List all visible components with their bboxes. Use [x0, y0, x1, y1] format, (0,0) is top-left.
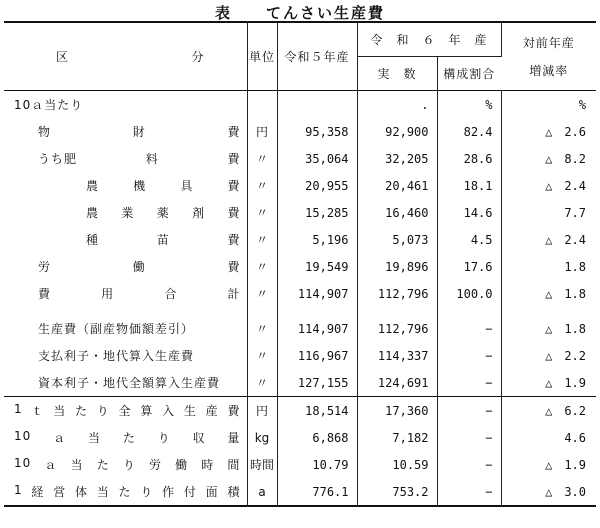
row-label	[14, 402, 241, 419]
row-label-cell	[4, 172, 247, 199]
row-label-char: り	[157, 431, 171, 445]
row-label-char: 営	[53, 485, 67, 499]
row-label-char: 農	[86, 179, 100, 193]
row-label-char: 剤	[192, 206, 206, 220]
row-label-char: 肥	[64, 152, 78, 166]
r6-cell: 114,337	[357, 342, 437, 369]
row-label	[86, 231, 241, 248]
row-label-cell	[4, 424, 247, 451]
share-cell: 4.5	[437, 226, 501, 253]
r5-cell: 10.79	[277, 451, 357, 478]
row-label-char: た	[122, 431, 136, 445]
yoy-cell: 4.6	[564, 430, 587, 445]
row-label-char: 当	[53, 404, 67, 418]
yoy-cell: △ 2.4	[545, 233, 587, 247]
yoy-cell: △ 2.2	[545, 349, 587, 363]
share-cell: 18.1	[437, 172, 501, 199]
header-unit: 単位	[247, 22, 277, 91]
row-label-char: 体	[74, 485, 88, 499]
unit-cell: 円	[247, 397, 277, 425]
unit-cell: 〃	[247, 315, 277, 342]
row-label-cell	[4, 199, 247, 226]
row-label-cell	[4, 145, 247, 172]
table-row	[4, 172, 596, 199]
r5-cell: 15,285	[277, 199, 357, 226]
header-category-1: 区	[56, 50, 70, 64]
row-label-char: 付	[183, 485, 197, 499]
row-label-char: 苗	[156, 233, 170, 247]
r6-cell: 10.59	[357, 451, 437, 478]
row-label-char: 費	[227, 152, 241, 166]
row-label-char: 合	[164, 287, 178, 301]
row-label	[14, 429, 241, 446]
header-category	[4, 22, 247, 91]
row-label-char: 間	[227, 458, 241, 472]
table-row	[4, 280, 596, 307]
table-header	[4, 22, 596, 91]
table-row	[4, 451, 596, 478]
row-label-char: 薬	[156, 206, 170, 220]
row-label-char: り	[140, 485, 154, 499]
row-label-char: 物	[38, 125, 52, 139]
r6-cell: 5,073	[357, 226, 437, 253]
table-row	[4, 424, 596, 451]
section-unit-rate: %	[578, 97, 587, 112]
share-cell: 17.6	[437, 253, 501, 280]
row-label-char: 機	[133, 179, 147, 193]
row-label-char: 費	[227, 260, 241, 274]
r5-cell: 19,549	[277, 253, 357, 280]
r6-cell: 20,461	[357, 172, 437, 199]
table-row	[4, 369, 596, 397]
share-cell: 14.6	[437, 199, 501, 226]
yoy-cell: △ 1.9	[545, 458, 587, 472]
row-label-char: 1	[14, 483, 23, 497]
r5-cell: 95,358	[277, 118, 357, 145]
r6-cell: 124,691	[357, 369, 437, 397]
row-label	[38, 285, 241, 302]
r6-cell: 112,796	[357, 280, 437, 307]
yoy-cell: 7.7	[564, 205, 587, 220]
r6-cell: 92,900	[357, 118, 437, 145]
yoy-cell: △ 3.0	[501, 478, 596, 506]
row-label	[86, 177, 241, 194]
yoy-cell: 1.8	[564, 259, 587, 274]
yoy-cell: △ 2.6	[545, 125, 587, 139]
table-title: 表 てんさい生産費	[214, 4, 385, 22]
row-label-char: 費	[227, 125, 241, 139]
row-label-char: 業	[121, 206, 135, 220]
r5-cell: 114,907	[277, 315, 357, 342]
row-label	[38, 258, 241, 275]
r5-cell: 776.1	[277, 478, 357, 506]
table-row	[4, 118, 596, 145]
row-label-char: 当	[87, 431, 101, 445]
r5-cell: 20,955	[277, 172, 357, 199]
row-label-char: ａ	[53, 431, 67, 445]
row-label-char: 経	[31, 485, 45, 499]
row-label-char: 費	[227, 404, 241, 418]
spacer-row	[4, 307, 596, 315]
table-row	[4, 342, 596, 369]
yoy-cell: △ 6.2	[501, 397, 596, 425]
row-label-cell	[4, 397, 247, 425]
header-r6-group: 令 和 ６ 年 産	[357, 22, 501, 57]
r5-cell: 114,907	[277, 280, 357, 307]
r5-cell: 35,064	[277, 145, 357, 172]
unit-cell: 〃	[247, 342, 277, 369]
section-unit-share: %	[437, 91, 501, 119]
r5-cell: 5,196	[277, 226, 357, 253]
r6-cell: 17,360	[357, 397, 437, 425]
unit-cell: 〃	[247, 226, 277, 253]
yoy-cell: △ 1.9	[545, 376, 587, 390]
row-label-char: 労	[148, 458, 162, 472]
row-label-char: 積	[227, 485, 241, 499]
share-cell: 28.6	[437, 145, 501, 172]
header-yoy	[501, 22, 596, 91]
row-label-char: 生	[183, 404, 197, 418]
header-r6-share: 構成割合	[443, 67, 496, 81]
row-label-char: 1	[14, 402, 23, 416]
share-cell: −	[437, 478, 501, 506]
row-label-cell	[4, 118, 247, 145]
row-label-char: り	[122, 458, 136, 472]
r5-cell: 18,514	[277, 397, 357, 425]
row-label-char: 当	[70, 458, 84, 472]
row-label-char: 費	[227, 179, 241, 193]
unit-cell: 〃	[247, 280, 277, 307]
row-label-char: う	[38, 152, 52, 166]
unit-cell: kg	[247, 424, 277, 451]
section-label: 10ａ当たり	[4, 91, 247, 119]
section-row	[4, 91, 596, 119]
row-label-char: 入	[162, 404, 176, 418]
row-label-char: り	[96, 404, 110, 418]
row-label-char: ｔ	[31, 404, 45, 418]
row-label-char: 算	[140, 404, 154, 418]
row-label	[38, 150, 241, 167]
row-label-char: 面	[205, 485, 219, 499]
row-label-char: 種	[86, 233, 100, 247]
header-yoy-line1: 対前年産	[522, 35, 575, 50]
row-label	[14, 456, 241, 473]
row-label-cell	[4, 253, 247, 280]
row-label-char: 全	[118, 404, 132, 418]
table-row	[4, 226, 596, 253]
row-label-char: た	[118, 485, 132, 499]
unit-cell: 〃	[247, 172, 277, 199]
table-row	[4, 253, 596, 280]
section-dot: .	[357, 91, 437, 119]
share-cell: 100.0	[437, 280, 501, 307]
unit-cell: 時間	[247, 451, 277, 478]
r6-cell: 16,460	[357, 199, 437, 226]
row-label-char: 費	[227, 206, 241, 220]
row-label-char: 農	[86, 206, 100, 220]
row-label-char: た	[74, 404, 88, 418]
table-row	[4, 478, 596, 506]
unit-cell: 〃	[247, 253, 277, 280]
share-cell: −	[437, 424, 501, 451]
yoy-cell: △ 8.2	[545, 152, 587, 166]
row-label-cell	[4, 451, 247, 478]
table-row	[4, 145, 596, 172]
row-label-char: 量	[227, 431, 241, 445]
r5-cell: 127,155	[277, 369, 357, 397]
unit-cell: 〃	[247, 145, 277, 172]
row-label-char: 具	[180, 179, 194, 193]
share-cell: −	[437, 451, 501, 478]
table-row	[4, 397, 596, 425]
row-label-char: 10	[14, 456, 32, 470]
row-label	[38, 123, 241, 140]
r6-cell: 32,205	[357, 145, 437, 172]
table-body	[4, 91, 596, 507]
row-label-char: 作	[162, 485, 176, 499]
row-label-char: ａ	[44, 458, 58, 472]
header-category-2: 分	[191, 50, 205, 64]
table-row	[4, 315, 596, 342]
table-row	[4, 199, 596, 226]
row-label-cell	[4, 478, 247, 506]
r6-cell: 112,796	[357, 315, 437, 342]
row-label	[86, 204, 241, 221]
r5-cell: 6,868	[277, 424, 357, 451]
row-label-char: 用	[101, 287, 115, 301]
row-label-char: 10	[14, 429, 32, 443]
unit-cell: a	[247, 478, 277, 506]
sugar-beet-cost-table	[4, 21, 596, 507]
share-cell: 82.4	[437, 118, 501, 145]
row-label-char: 料	[145, 152, 159, 166]
share-cell: −	[437, 369, 501, 397]
row-label-char: 計	[227, 287, 241, 301]
row-label-char: 時	[201, 458, 215, 472]
yoy-cell: △ 1.8	[545, 322, 587, 336]
row-label-char: 収	[192, 431, 206, 445]
row-label-char: 労	[38, 260, 52, 274]
row-label-char: 当	[96, 485, 110, 499]
unit-cell: 円	[247, 118, 277, 145]
row-label: 生産費（副産物価額差引）	[4, 315, 247, 342]
row-label	[14, 483, 241, 500]
r6-cell: 19,896	[357, 253, 437, 280]
share-cell: −	[437, 315, 501, 342]
row-label-prefix	[38, 150, 77, 167]
row-label-cell	[4, 280, 247, 307]
r5-cell: 116,967	[277, 342, 357, 369]
row-label-cell	[4, 226, 247, 253]
r6-cell: 753.2	[357, 478, 437, 506]
r6-cell: 7,182	[357, 424, 437, 451]
header-r5: 令和５年産	[277, 22, 357, 91]
yoy-cell: △ 2.4	[545, 179, 587, 193]
row-label-char: 働	[175, 458, 189, 472]
header-yoy-line2: 増減率	[529, 63, 569, 78]
row-label-char: 財	[132, 125, 146, 139]
share-cell: −	[437, 342, 501, 369]
row-label: 資本利子・地代全額算入生産費	[4, 369, 247, 397]
row-label-char: 費	[227, 233, 241, 247]
header-r6-value: 実 数	[357, 57, 437, 91]
share-cell: −	[437, 397, 501, 425]
unit-cell: 〃	[247, 199, 277, 226]
yoy-cell: △ 1.8	[545, 287, 587, 301]
row-label-char: 働	[132, 260, 146, 274]
row-label: 支払利子・地代算入生産費	[4, 342, 247, 369]
unit-cell: 〃	[247, 369, 277, 397]
row-label-char: た	[96, 458, 110, 472]
row-label-char: ち	[51, 152, 65, 166]
row-label-char: 産	[205, 404, 219, 418]
row-label-char: 費	[38, 287, 52, 301]
